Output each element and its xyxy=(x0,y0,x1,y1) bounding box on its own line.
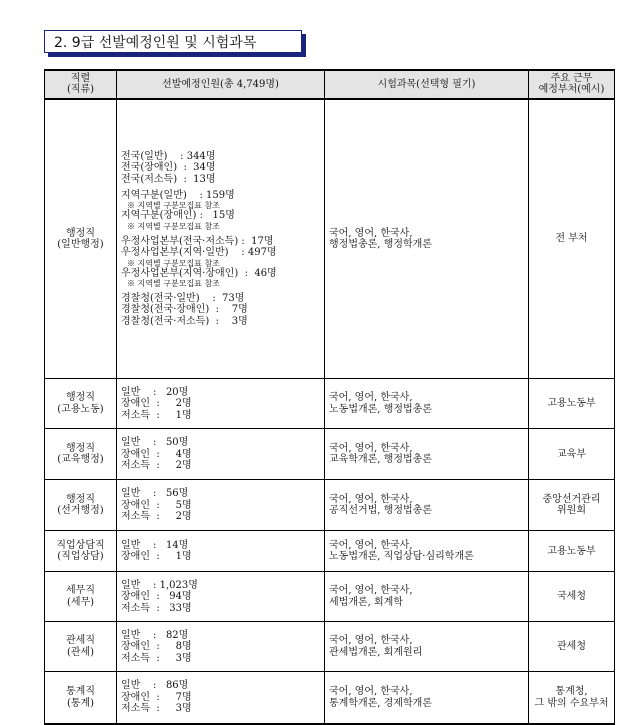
quota-line: 장애인 : 7명 xyxy=(121,691,192,703)
job-line: (고용노동) xyxy=(57,403,104,415)
dept-line: 그 밖의 수요부처 xyxy=(534,697,609,709)
cell-subjects xyxy=(325,480,529,531)
subject-line: 관세법개론, 회계원리 xyxy=(329,646,423,658)
quota-line: 일반 : 82명 xyxy=(121,629,189,641)
header-job: 직렬 (직류) xyxy=(45,70,117,99)
quota-line: 일반 : 1,023명 xyxy=(121,579,198,591)
cell-job xyxy=(45,672,117,724)
subject-line: 노동법개론, 행정법총론 xyxy=(329,403,432,415)
dept-line: 국세청 xyxy=(557,591,586,603)
header-quota: 선발예정인원(총 4,749명) xyxy=(117,70,325,99)
cell-quota xyxy=(117,572,325,622)
job-line: 세무직 xyxy=(66,585,95,597)
quota-line: 전국(저소득) : 13명 xyxy=(121,173,216,185)
job-line: (통계) xyxy=(66,697,95,709)
quota-line: 우정사업본부(지역·일반) : 497명 xyxy=(121,247,277,259)
dept-line: 중앙선거관리 xyxy=(542,493,601,505)
cell-job xyxy=(45,429,117,480)
subject-line: 공직선거법, 행정법총론 xyxy=(329,505,432,517)
cell-quota xyxy=(117,480,325,531)
job-line: 행정직 xyxy=(66,392,95,404)
quota-line: 일반 : 14명 xyxy=(121,539,189,551)
cell-subjects xyxy=(325,622,529,672)
quota-line: 일반 : 50명 xyxy=(121,437,189,449)
subject-line: 노동법개론, 직업상담·심리학개론 xyxy=(329,551,474,563)
quota-line: 전국(일반) : 344명 xyxy=(121,150,216,162)
quota-line: 장애인 : 94명 xyxy=(121,591,192,603)
quota-line: 저소득 : 2명 xyxy=(121,511,192,523)
quota-line: 지역구분(장애인) : 15명 xyxy=(121,210,235,222)
dept-line: 고용노동부 xyxy=(547,398,596,410)
cell-quota xyxy=(117,99,325,379)
cell-job xyxy=(45,572,117,622)
header-dept: 주요 근무 예정부처(예시) xyxy=(529,70,615,99)
cell-dept xyxy=(529,622,615,672)
recruitment-table xyxy=(44,69,615,725)
cell-dept xyxy=(529,572,615,622)
cell-quota xyxy=(117,672,325,724)
quota-line: 장애인 : 2명 xyxy=(121,398,192,410)
section-title xyxy=(44,30,302,53)
job-line: 통계직 xyxy=(66,686,95,698)
table-row xyxy=(45,672,615,724)
subject-line: 국어, 영어, 한국사, xyxy=(329,635,413,647)
quota-line: 장애인 : 4명 xyxy=(121,448,192,460)
subject-line: 국어, 영어, 한국사, xyxy=(329,442,413,454)
quota-note: ※ 지역별 구분모집표 참조 xyxy=(127,201,220,211)
job-line: (관세) xyxy=(66,646,95,658)
quota-line: 경찰청(전국·저소득) : 3명 xyxy=(121,315,248,327)
job-line: 행정직 xyxy=(66,442,95,454)
cell-subjects xyxy=(325,531,529,572)
subject-line: 국어, 영어, 한국사, xyxy=(329,585,413,597)
quota-line: 일반 : 20명 xyxy=(121,386,189,398)
cell-subjects xyxy=(325,429,529,480)
job-line: 행정직 xyxy=(66,493,95,505)
header-subjects: 시험과목(선택형 필기) xyxy=(325,70,529,99)
dept-line: 통계청, xyxy=(555,686,588,698)
quota-line: 우정사업본부(지역·장애인) : 46명 xyxy=(121,267,277,279)
quota-note: ※ 지역별 구분모집표 참조 xyxy=(127,258,220,268)
cell-job xyxy=(45,379,117,429)
quota-line: 우정사업본부(전국·저소득) : 17명 xyxy=(121,235,274,247)
table-header-row xyxy=(45,70,615,99)
quota-note: ※ 지역별 구분모집표 참조 xyxy=(127,221,220,231)
subject-line: 교육학개론, 행정법총론 xyxy=(329,454,432,466)
cell-dept xyxy=(529,480,615,531)
subject-line: 국어, 영어, 한국사, xyxy=(329,686,413,698)
cell-dept xyxy=(529,672,615,724)
table-row xyxy=(45,531,615,572)
cell-job xyxy=(45,99,117,379)
quota-line: 전국(장애인) : 34명 xyxy=(121,162,216,174)
cell-job xyxy=(45,531,117,572)
job-line: (선거행정) xyxy=(57,505,104,517)
cell-job xyxy=(45,622,117,672)
cell-dept xyxy=(529,429,615,480)
job-line: 행정직 xyxy=(66,227,95,239)
table-row xyxy=(45,572,615,622)
dept-line: 위원회 xyxy=(557,505,586,517)
quota-line: 저소득 : 1명 xyxy=(121,409,192,421)
cell-dept xyxy=(529,379,615,429)
quota-line: 일반 : 56명 xyxy=(121,488,189,500)
subject-line: 세법개론, 회계학 xyxy=(329,596,403,608)
dept-line: 교육부 xyxy=(557,448,586,460)
cell-dept xyxy=(529,531,615,572)
cell-subjects xyxy=(325,99,529,379)
quota-line: 저소득 : 2명 xyxy=(121,460,192,472)
cell-subjects xyxy=(325,572,529,622)
job-line: (일반행정) xyxy=(57,239,104,251)
subject-line: 국어, 영어, 한국사, xyxy=(329,227,413,239)
job-line: (교육행정) xyxy=(57,454,104,466)
table-row xyxy=(45,480,615,531)
section-title-text: 2. 9급 선발예정인원 및 시험과목 xyxy=(54,34,257,51)
cell-dept xyxy=(529,99,615,379)
table-row xyxy=(45,622,615,672)
cell-subjects xyxy=(325,379,529,429)
cell-subjects xyxy=(325,672,529,724)
job-line: (직업상담) xyxy=(57,551,104,563)
dept-line: 고용노동부 xyxy=(547,545,596,557)
table-row xyxy=(45,99,615,379)
quota-line: 장애인 : 8명 xyxy=(121,641,192,653)
job-line: 관세직 xyxy=(66,635,95,647)
subject-line: 국어, 영어, 한국사, xyxy=(329,392,413,404)
job-line: (세무) xyxy=(66,596,95,608)
quota-line: 저소득 : 3명 xyxy=(121,652,192,664)
cell-quota xyxy=(117,622,325,672)
quota-line: 일반 : 86명 xyxy=(121,680,189,692)
quota-line: 저소득 : 3명 xyxy=(121,703,192,715)
cell-quota xyxy=(117,429,325,480)
subject-line: 통계학개론, 경제학개론 xyxy=(329,697,432,709)
subject-line: 행정법총론, 행정학개론 xyxy=(329,239,432,251)
cell-job xyxy=(45,480,117,531)
job-line: 직업상담직 xyxy=(56,539,105,551)
cell-quota xyxy=(117,531,325,572)
dept-line: 전 부처 xyxy=(555,233,588,245)
cell-quota xyxy=(117,379,325,429)
subject-line: 국어, 영어, 한국사, xyxy=(329,539,413,551)
table-row xyxy=(45,429,615,480)
quota-line: 저소득 : 33명 xyxy=(121,602,192,614)
quota-line: 지역구분(일반) : 159명 xyxy=(121,190,235,202)
subject-line: 국어, 영어, 한국사, xyxy=(329,493,413,505)
quota-line: 경찰청(전국·장애인) : 7명 xyxy=(121,304,248,316)
dept-line: 관세청 xyxy=(557,641,586,653)
quota-note: ※ 지역별 구분모집표 참조 xyxy=(127,279,220,289)
quota-line: 장애인 : 5명 xyxy=(121,499,192,511)
quota-line: 경찰청(전국·일반) : 73명 xyxy=(121,293,245,305)
quota-line: 장애인 : 1명 xyxy=(121,551,192,563)
table-row xyxy=(45,379,615,429)
